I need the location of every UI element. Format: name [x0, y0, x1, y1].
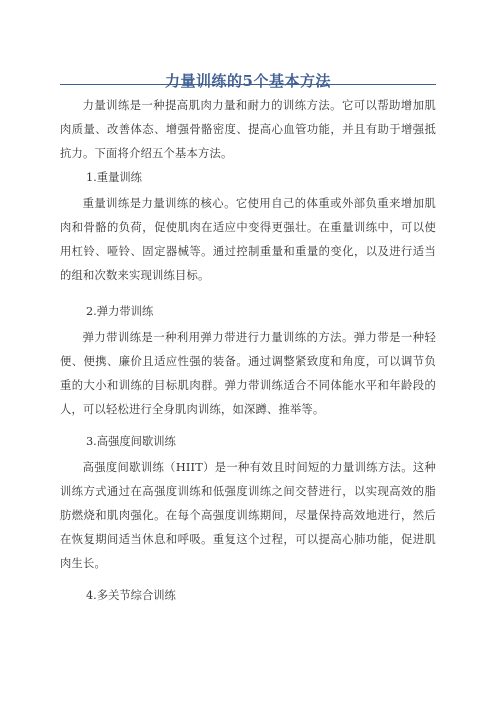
section-body-weight-training: 重量训练是力量训练的核心。它使用自己的体重或外部负重来增加肌肉和骨骼的负荷，促使肌肉在适应中变得更强壮。在重量训练中，可以使用杠铃、哑铃、固定器械等。通过控制重量和重量的变化，以及进行适当的组和次数来实现训练目标。	[60, 197, 436, 282]
title-underline	[60, 84, 436, 85]
section-heading-compound-training: 4.多关节综合训练	[86, 589, 176, 602]
intro-paragraph: 力量训练是一种提高肌肉力量和耐力的训练方法。它可以帮助增加肌肉质量、改善体态、增强骨骼密度、提高心血管功能，并且有助于增强抵抗力。下面将介绍五个基本方法。	[60, 99, 436, 160]
document-title: 力量训练的5个基本方法	[165, 72, 331, 91]
section-body-resistance-band: 弹力带训练是一种利用弹力带进行力量训练的方法。弹力带是一种轻便、便携、廉价且适应性强的装备。通过调整紧致度和角度，可以调节负重的大小和训练的目标肌肉群。弹力带训练适合不同体能水平和年龄段的人，可以轻松进行全身肌肉训练，如深蹲、推举等。	[60, 331, 436, 416]
section-heading-resistance-band: 2.弹力带训练	[86, 305, 154, 318]
section-body-hiit: 高强度间歇训练（HIIT）是一种有效且时间短的力量训练方法。这种训练方式通过在高强度训练和低强度训练之间交替进行，以实现高效的脂肪燃烧和肌肉强化。在每个高强度训练期间，尽量保持高效地进行，然后在恢复期间适当休息和呼吸。重复这个过程，可以提高心肺功能，促进肌肉生长。	[60, 461, 436, 570]
section-heading-weight-training: 1.重量训练	[86, 171, 142, 184]
section-heading-hiit: 3.高强度间歇训练	[86, 435, 176, 448]
